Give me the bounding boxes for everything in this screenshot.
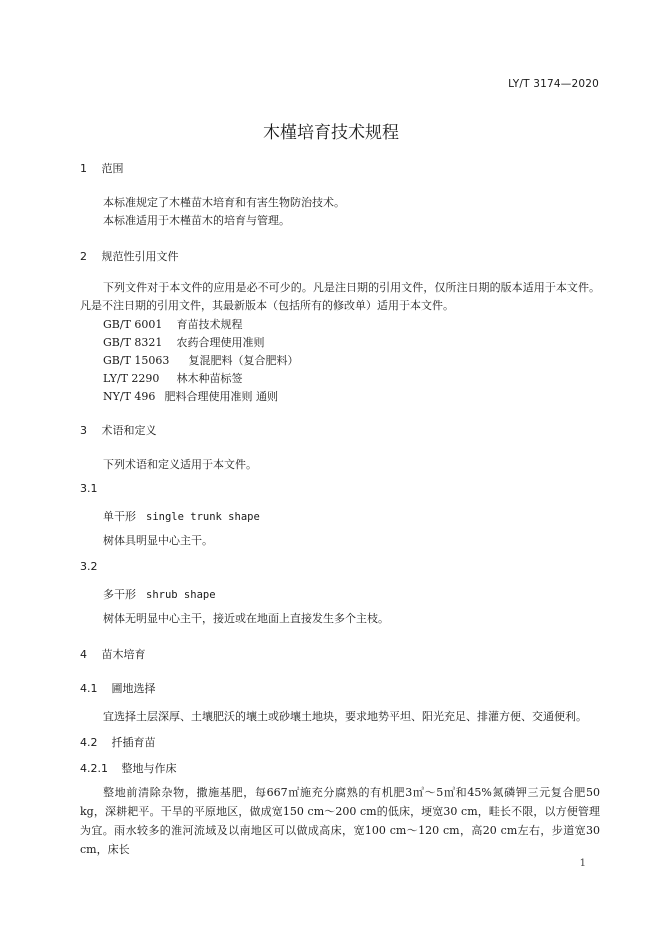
reference-item bbox=[103, 352, 299, 368]
section-title: 苗木培育 bbox=[101, 648, 146, 661]
reference-code: LY/T 2290 bbox=[103, 372, 160, 385]
reference-item bbox=[103, 334, 265, 350]
section-number: 3 bbox=[80, 424, 87, 437]
reference-code: NY/T 496 bbox=[103, 390, 156, 403]
subsection-number: 4.1 bbox=[80, 682, 98, 695]
term-number: 3.1 bbox=[80, 482, 98, 495]
paragraph: 下列文件对于本文件的应用是必不可少的。凡是注日期的引用文件，仅所注日期的版本适用于本文件。凡是不注日期的引用文件，其最新版本（包括所有的修改单）适用于本文件。 bbox=[80, 281, 600, 312]
paragraph: 宜选择土层深厚、土壤肥沃的壤土或砂壤土地块，要求地势平坦、阳光充足、排灌方便、交通便利。 bbox=[103, 710, 587, 723]
reference-name: 复混肥料（复合肥料） bbox=[188, 354, 299, 367]
term-english: single trunk shape bbox=[146, 511, 260, 523]
reference-name: 肥料合理使用准则 通则 bbox=[164, 390, 278, 403]
term-chinese: 多干形 bbox=[103, 588, 136, 601]
reference-item bbox=[103, 316, 243, 332]
section-title: 术语和定义 bbox=[101, 424, 157, 437]
paragraph: 下列术语和定义适用于本文件。 bbox=[103, 458, 257, 471]
document-title: 木槿培育技术规程 bbox=[263, 123, 399, 143]
reference-name: 育苗技术规程 bbox=[176, 318, 243, 331]
subsection-number: 4.2.1 bbox=[80, 762, 108, 775]
term-definition: 树体具明显中心主干。 bbox=[103, 534, 213, 547]
reference-code: GB/T 8321 bbox=[103, 336, 163, 349]
section-4-heading bbox=[80, 646, 146, 662]
section-3-heading bbox=[80, 422, 157, 438]
reference-item bbox=[103, 370, 243, 386]
subsection-title: 扦插育苗 bbox=[111, 736, 156, 749]
reference-name: 农药合理使用准则 bbox=[176, 336, 265, 349]
paragraph: 本标准规定了木槿苗木培育和有害生物防治技术。 bbox=[103, 196, 345, 209]
section-number: 2 bbox=[80, 250, 87, 263]
reference-code: GB/T 6001 bbox=[103, 318, 163, 331]
section-number: 1 bbox=[80, 162, 87, 175]
subsection-4-1-heading bbox=[80, 680, 156, 696]
term-number: 3.2 bbox=[80, 560, 98, 573]
subsection-4-2-heading bbox=[80, 734, 156, 750]
section-number: 4 bbox=[80, 648, 87, 661]
standard-code: LY/T 3174—2020 bbox=[508, 78, 599, 90]
paragraph: 整地前清除杂物，撒施基肥，每667㎡施充分腐熟的有机肥3㎥～5㎥和45%氮磷钾三元复合肥50 kg，深耕耙平。干旱的平原地区，做成宽150 cm～200 cm的低床，埂宽30 cm，畦长不限，以方便管理为宜。雨水较多的淮河流域及以南地区可以做成高床，宽100 cm～120 cm，高20 cm左右，步道宽30 cm，床长 bbox=[80, 786, 600, 856]
term-english: shrub shape bbox=[146, 589, 216, 601]
subsection-number: 4.2 bbox=[80, 736, 98, 749]
subsection-title: 圃地选择 bbox=[111, 682, 156, 695]
reference-code: GB/T 15063 bbox=[103, 354, 170, 367]
section-title: 范围 bbox=[101, 162, 124, 175]
subsection-title: 整地与作床 bbox=[121, 762, 177, 775]
section-title: 规范性引用文件 bbox=[101, 250, 179, 263]
term-entry bbox=[103, 586, 216, 602]
term-definition: 树体无明显中心主干，接近或在地面上直接发生多个主枝。 bbox=[103, 612, 389, 625]
reference-name: 林木种苗标签 bbox=[176, 372, 243, 385]
term-chinese: 单干形 bbox=[103, 510, 136, 523]
term-entry bbox=[103, 508, 260, 524]
section-2-heading bbox=[80, 248, 179, 264]
reference-item bbox=[103, 388, 278, 404]
page-number: 1 bbox=[579, 858, 586, 869]
subsection-4-2-1-heading bbox=[80, 760, 177, 776]
paragraph: 本标准适用于木槿苗木的培育与管理。 bbox=[103, 214, 290, 227]
section-1-heading bbox=[80, 160, 124, 176]
